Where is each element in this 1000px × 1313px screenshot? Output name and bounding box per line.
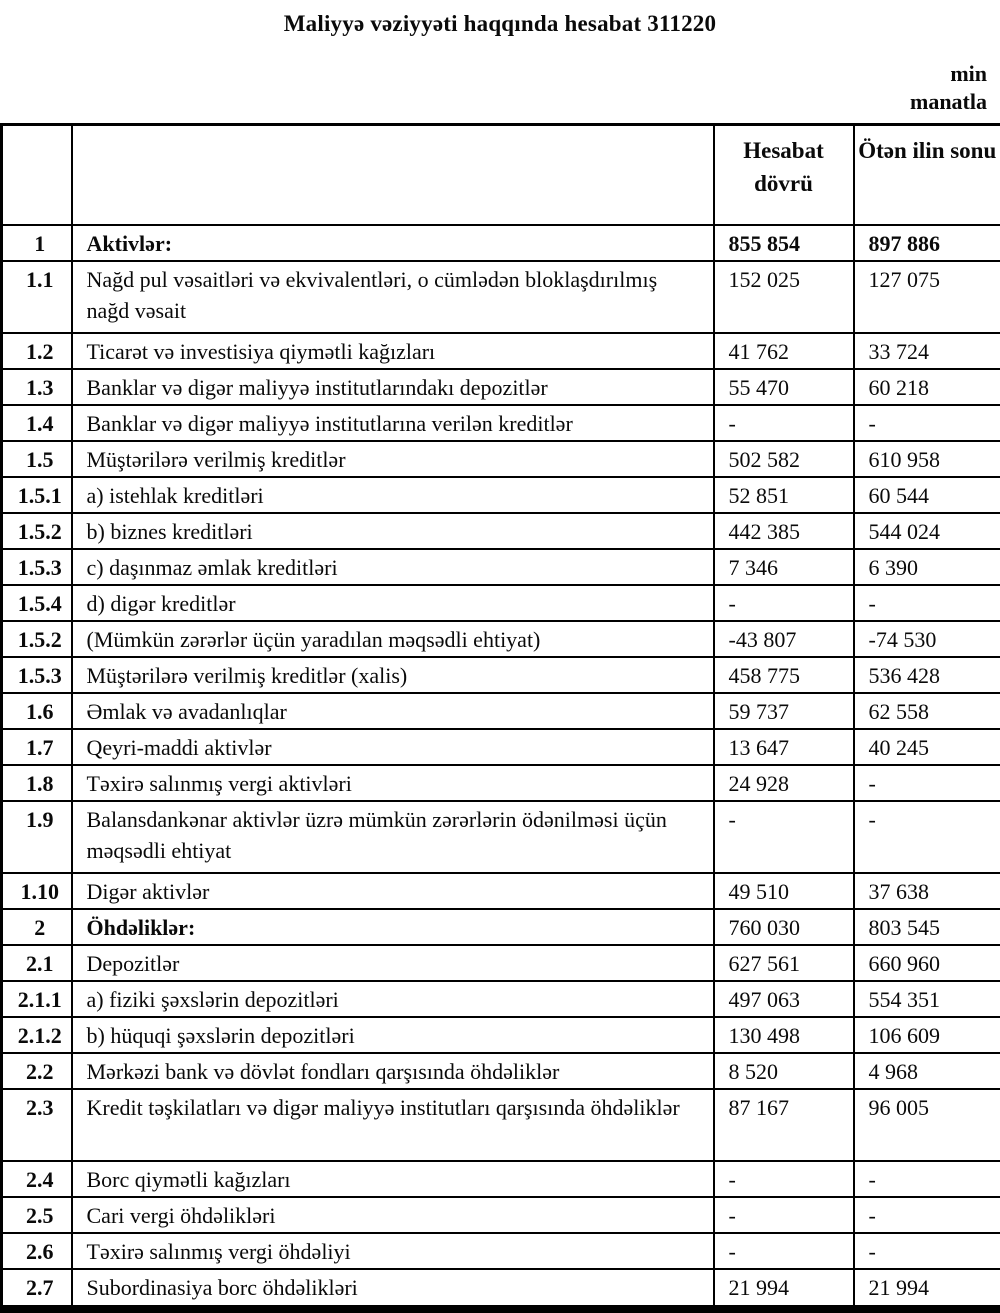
table-row (2, 333, 1000, 369)
row-reporting-period-cell: 442 385 (714, 513, 854, 549)
row-previous-year-cell: - (854, 765, 1000, 801)
row-reporting-period-cell: - (714, 405, 854, 441)
row-description-cell: Aktivlər: (72, 225, 714, 261)
row-number-cell: 1.1 (2, 261, 72, 333)
row-number-cell: 1.5.3 (2, 657, 72, 693)
row-reporting-period-cell: 8 520 (714, 1053, 854, 1089)
table-row (2, 513, 1000, 549)
row-number-cell: 1.5.2 (2, 621, 72, 657)
row-number-cell: 2.2 (2, 1053, 72, 1089)
row-previous-year-cell: 544 024 (854, 513, 1000, 549)
row-description-cell: Öhdəliklər: (72, 909, 714, 945)
table-row (2, 1197, 1000, 1233)
row-reporting-period-cell: 21 994 (714, 1269, 854, 1311)
financial-statement-table (0, 123, 1000, 1312)
row-reporting-period-cell: 55 470 (714, 369, 854, 405)
row-previous-year-cell: 37 638 (854, 873, 1000, 909)
row-number-cell: 1.3 (2, 369, 72, 405)
row-description-cell: Depozitlər (72, 945, 714, 981)
row-description-cell: Ticarət və investisiya qiymətli kağızları (72, 333, 714, 369)
header-description (72, 125, 714, 225)
row-number-cell: 1 (2, 225, 72, 261)
unit-note-line1: min (950, 61, 987, 86)
row-reporting-period-cell: 87 167 (714, 1089, 854, 1161)
row-description-cell: Balansdankənar aktivlər üzrə mümkün zərərlərin ödənilməsi üçün məqsədli ehtiyat (72, 801, 714, 873)
row-previous-year-cell: 660 960 (854, 945, 1000, 981)
row-description-cell: Kredit təşkilatları və digər maliyyə institutları qarşısında öhdəliklər (72, 1089, 714, 1161)
row-reporting-period-cell: 41 762 (714, 333, 854, 369)
table-body (2, 225, 1000, 1311)
row-previous-year-cell: 803 545 (854, 909, 1000, 945)
row-description-cell: Müştərilərə verilmiş kreditlər (xalis) (72, 657, 714, 693)
row-reporting-period-cell: 502 582 (714, 441, 854, 477)
row-number-cell: 1.9 (2, 801, 72, 873)
row-previous-year-cell: 21 994 (854, 1269, 1000, 1311)
row-number-cell: 2.4 (2, 1161, 72, 1197)
row-previous-year-cell: 60 218 (854, 369, 1000, 405)
table-row (2, 873, 1000, 909)
row-description-cell: b) biznes kreditləri (72, 513, 714, 549)
row-reporting-period-cell: 152 025 (714, 261, 854, 333)
row-number-cell: 2.6 (2, 1233, 72, 1269)
row-number-cell: 1.5.2 (2, 513, 72, 549)
table-row (2, 405, 1000, 441)
row-number-cell: 1.6 (2, 693, 72, 729)
row-description-cell: c) daşınmaz əmlak kreditləri (72, 549, 714, 585)
table-bottom-edge (0, 1305, 1000, 1313)
row-reporting-period-cell: 24 928 (714, 765, 854, 801)
table-row (2, 1053, 1000, 1089)
row-previous-year-cell: 60 544 (854, 477, 1000, 513)
row-reporting-period-cell: - (714, 1233, 854, 1269)
table-row (2, 765, 1000, 801)
table-header-row (2, 125, 1000, 225)
row-description-cell: Təxirə salınmış vergi aktivləri (72, 765, 714, 801)
row-description-cell: Digər aktivlər (72, 873, 714, 909)
row-number-cell: 2.1.2 (2, 1017, 72, 1053)
row-reporting-period-cell: 497 063 (714, 981, 854, 1017)
row-reporting-period-cell: - (714, 801, 854, 873)
page-title: Maliyyə vəziyyəti haqqında hesabat 311220 (283, 11, 717, 36)
row-previous-year-cell: 33 724 (854, 333, 1000, 369)
row-previous-year-cell: 106 609 (854, 1017, 1000, 1053)
table-row (2, 585, 1000, 621)
header-row-number (2, 125, 72, 225)
row-previous-year-cell: 554 351 (854, 981, 1000, 1017)
row-reporting-period-cell: -43 807 (714, 621, 854, 657)
table-row (2, 729, 1000, 765)
row-description-cell: (Mümkün zərərlər üçün yaradılan məqsədli ehtiyat) (72, 621, 714, 657)
row-number-cell: 2.1.1 (2, 981, 72, 1017)
row-previous-year-cell: 897 886 (854, 225, 1000, 261)
row-number-cell: 1.5.3 (2, 549, 72, 585)
table-row (2, 801, 1000, 873)
row-number-cell: 1.8 (2, 765, 72, 801)
row-reporting-period-cell: 13 647 (714, 729, 854, 765)
row-description-cell: Qeyri-maddi aktivlər (72, 729, 714, 765)
row-reporting-period-cell: 855 854 (714, 225, 854, 261)
row-previous-year-cell: 610 958 (854, 441, 1000, 477)
row-number-cell: 2 (2, 909, 72, 945)
row-previous-year-cell: - (854, 585, 1000, 621)
row-description-cell: Cari vergi öhdəlikləri (72, 1197, 714, 1233)
row-previous-year-cell: -74 530 (854, 621, 1000, 657)
row-description-cell: d) digər kreditlər (72, 585, 714, 621)
row-description-cell: b) hüquqi şəxslərin depozitləri (72, 1017, 714, 1053)
header-reporting-period: Hesabat dövrü (714, 125, 854, 225)
table-row (2, 1089, 1000, 1161)
row-description-cell: Banklar və digər maliyyə institutlarına verilən kreditlər (72, 405, 714, 441)
row-description-cell: Banklar və digər maliyyə institutlarındakı depozitlər (72, 369, 714, 405)
table-row (2, 369, 1000, 405)
row-number-cell: 2.5 (2, 1197, 72, 1233)
table-row (2, 477, 1000, 513)
row-description-cell: Subordinasiya borc öhdəlikləri (72, 1269, 714, 1311)
row-number-cell: 1.4 (2, 405, 72, 441)
table-row (2, 945, 1000, 981)
unit-note (910, 60, 987, 116)
row-number-cell: 2.7 (2, 1269, 72, 1311)
table-row (2, 621, 1000, 657)
row-description-cell: Nağd pul vəsaitləri və ekvivalentləri, o cümlədən bloklaşdırılmış nağd vəsait (72, 261, 714, 333)
row-description-cell: a) istehlak kreditləri (72, 477, 714, 513)
table-row (2, 1017, 1000, 1053)
row-previous-year-cell: - (854, 1197, 1000, 1233)
row-reporting-period-cell: 59 737 (714, 693, 854, 729)
row-reporting-period-cell: 52 851 (714, 477, 854, 513)
table-row (2, 981, 1000, 1017)
row-number-cell: 1.10 (2, 873, 72, 909)
row-reporting-period-cell: 760 030 (714, 909, 854, 945)
row-reporting-period-cell: 458 775 (714, 657, 854, 693)
table-row (2, 225, 1000, 261)
row-previous-year-cell: 6 390 (854, 549, 1000, 585)
row-previous-year-cell: 536 428 (854, 657, 1000, 693)
row-previous-year-cell: 96 005 (854, 1089, 1000, 1161)
row-previous-year-cell: - (854, 1233, 1000, 1269)
row-previous-year-cell: 127 075 (854, 261, 1000, 333)
row-previous-year-cell: - (854, 1161, 1000, 1197)
table-row (2, 1161, 1000, 1197)
row-description-cell: Təxirə salınmış vergi öhdəliyi (72, 1233, 714, 1269)
row-previous-year-cell: - (854, 801, 1000, 873)
table-row (2, 441, 1000, 477)
row-reporting-period-cell: 7 346 (714, 549, 854, 585)
row-reporting-period-cell: - (714, 585, 854, 621)
row-description-cell: Müştərilərə verilmiş kreditlər (72, 441, 714, 477)
row-previous-year-cell: 62 558 (854, 693, 1000, 729)
table-row (2, 549, 1000, 585)
row-reporting-period-cell: - (714, 1197, 854, 1233)
row-reporting-period-cell: 130 498 (714, 1017, 854, 1053)
unit-note-line2: manatla (910, 89, 987, 114)
row-reporting-period-cell: 627 561 (714, 945, 854, 981)
row-number-cell: 1.2 (2, 333, 72, 369)
row-number-cell: 1.5 (2, 441, 72, 477)
table-row (2, 657, 1000, 693)
row-number-cell: 2.1 (2, 945, 72, 981)
table-row (2, 693, 1000, 729)
row-description-cell: Əmlak və avadanlıqlar (72, 693, 714, 729)
row-previous-year-cell: 4 968 (854, 1053, 1000, 1089)
row-reporting-period-cell: - (714, 1161, 854, 1197)
row-number-cell: 2.3 (2, 1089, 72, 1161)
table-row (2, 1233, 1000, 1269)
row-number-cell: 1.5.4 (2, 585, 72, 621)
row-reporting-period-cell: 49 510 (714, 873, 854, 909)
row-description-cell: Borc qiymətli kağızları (72, 1161, 714, 1197)
row-number-cell: 1.5.1 (2, 477, 72, 513)
table-row (2, 909, 1000, 945)
row-description-cell: a) fiziki şəxslərin depozitləri (72, 981, 714, 1017)
header-previous-year-end: Ötən ilin sonu (854, 125, 1000, 225)
table-row (2, 261, 1000, 333)
row-previous-year-cell: - (854, 405, 1000, 441)
row-previous-year-cell: 40 245 (854, 729, 1000, 765)
row-description-cell: Mərkəzi bank və dövlət fondları qarşısında öhdəliklər (72, 1053, 714, 1089)
row-number-cell: 1.7 (2, 729, 72, 765)
